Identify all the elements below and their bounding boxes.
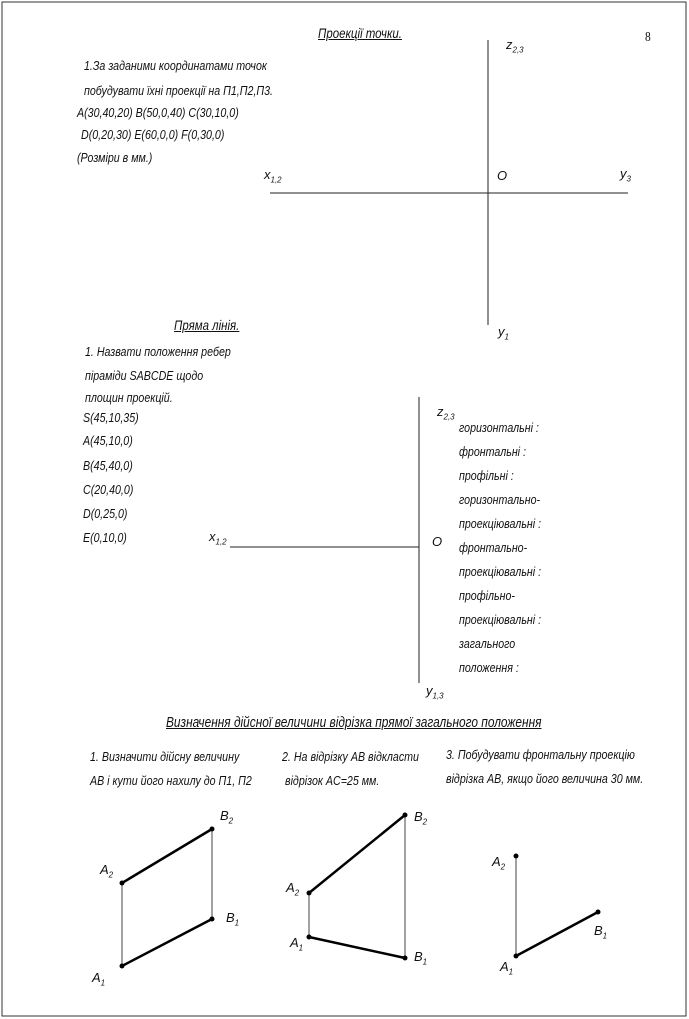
answer-label: проекціювальні :: [459, 516, 542, 531]
point-label-b1: $B_1$: [226, 910, 240, 928]
section2-text-line: E(0,10,0): [83, 530, 127, 545]
answer-label: фронтальні :: [459, 444, 526, 459]
answer-label: горизонтально-: [459, 492, 541, 507]
answer-label: фронтально-: [459, 540, 528, 555]
task2-line2: відрізок AC=25 мм.: [285, 773, 380, 788]
answer-label: профільні :: [459, 468, 514, 483]
answer-label: загального: [459, 636, 516, 651]
task1-line1: 1. Визначити дійсну величину: [90, 749, 240, 764]
point-label-b1: $B_1$: [594, 923, 608, 941]
section1-text-line: побудувати їхні проекції на П1,П2,П3.: [84, 83, 273, 98]
answer-label: положення :: [459, 660, 519, 675]
axis-origin: O: [432, 534, 443, 549]
section1-text-line: 1.За заданими координатами точок: [84, 58, 267, 73]
task2-line1: 2. На відрізку AB відкласти: [282, 749, 419, 764]
answer-label: проекціювальні :: [459, 612, 542, 627]
axis-label-y1: $y_1$: [498, 324, 509, 342]
section2-text-line: піраміди SABCDE щодо: [85, 368, 204, 383]
axis-label-x: $x_{1,2}$: [209, 529, 227, 547]
point-label-b1: $B_1$: [414, 949, 428, 967]
answer-label: профільно-: [459, 588, 515, 603]
point-label-a1: $A_1$: [290, 935, 304, 953]
point-label-a1: $A_1$: [92, 970, 106, 988]
section1-text-line: (Розміри в мм.): [77, 150, 153, 165]
task3-line2: відрізка AB, якщо його величина 30 мм.: [446, 771, 644, 786]
point-label-b2: $B_2$: [414, 809, 428, 827]
section1-title: Проекції точки.: [318, 25, 402, 41]
segment-drawing-1: [120, 827, 215, 969]
axis-label-y3: $y_3$: [620, 166, 631, 184]
section2-text-line: D(0,25,0): [83, 506, 128, 521]
section2-text-line: A(45,10,0): [83, 433, 133, 448]
point-label-a2: $A_2$: [100, 862, 114, 880]
point-label-a2: $A_2$: [492, 854, 506, 872]
axis-label-z: $z_{2,3}$: [506, 37, 524, 55]
section2-title: Пряма лінія.: [174, 317, 240, 333]
point-label-a1: $A_1$: [500, 959, 514, 977]
axis-label-x: $x_{1,2}$: [264, 167, 282, 185]
section1-text-line: A(30,40,20) B(50,0,40) C(30,10,0): [77, 105, 239, 120]
section1-text-line: D(0,20,30) E(60,0,0) F(0,30,0): [81, 127, 225, 142]
axis-origin: O: [497, 168, 508, 183]
axis-label-y: $y_{1,3}$: [426, 683, 444, 701]
point-label-a2: $A_2$: [286, 880, 300, 898]
section2-text-line: площин проекцій.: [85, 390, 173, 405]
answer-label: горизонтальні :: [459, 420, 539, 435]
task1-line2: AB і кути його нахилу до П1, П2: [90, 773, 252, 788]
section2-text-line: C(20,40,0): [83, 482, 134, 497]
section2-text-line: B(45,40,0): [83, 458, 133, 473]
axis-label-z: $z_{2,3}$: [437, 404, 455, 422]
answer-label: проекціювальні :: [459, 564, 542, 579]
section2-text-line: 1. Назвати положення ребер: [85, 344, 231, 359]
task3-line1: 3. Побудувати фронтальну проекцію: [446, 747, 635, 762]
segment-drawing-2: [307, 813, 408, 961]
section3-title: Визначення дійсної величини відрізка прямої загального положення: [166, 715, 542, 731]
point-label-b2: $B_2$: [220, 808, 234, 826]
section2-text-line: S(45,10,35): [83, 410, 139, 425]
page-number: 8: [645, 30, 651, 45]
segment-drawing-3: [514, 854, 601, 959]
